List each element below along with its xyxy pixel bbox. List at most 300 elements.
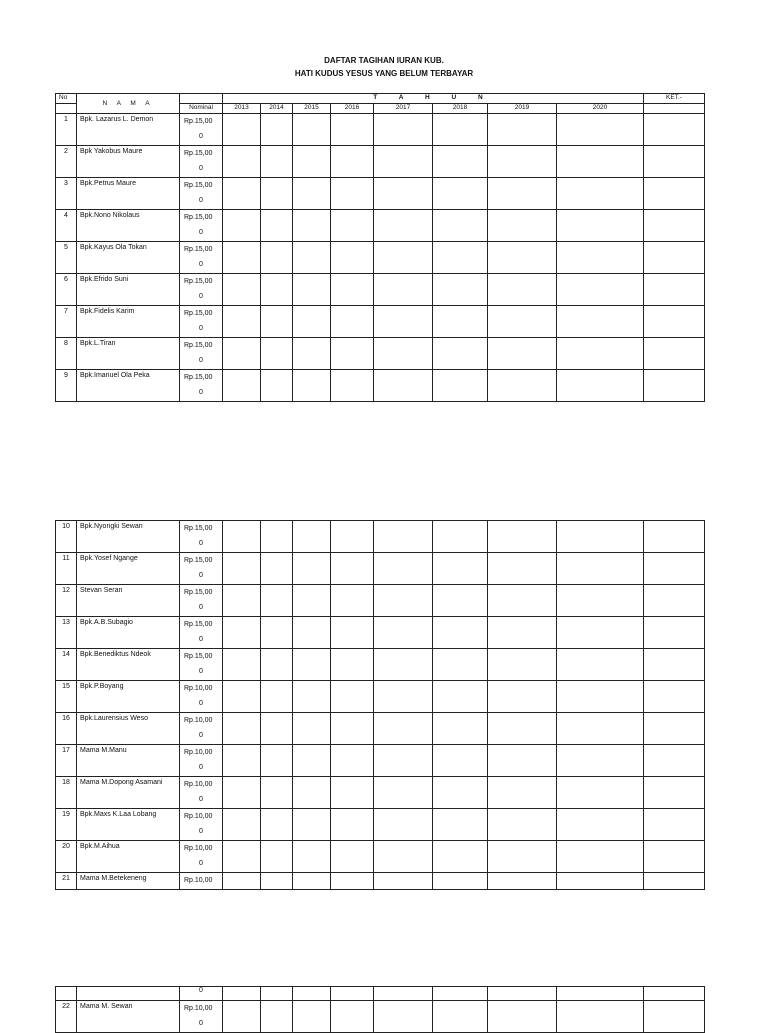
row-nominal [180, 681, 223, 713]
year-cell [374, 338, 433, 370]
year-cell [433, 713, 488, 745]
row-nominal-remainder: 0 [199, 828, 203, 835]
year-cell [261, 649, 293, 681]
year-cell [293, 841, 331, 873]
ket-cell [644, 178, 705, 210]
row-nominal-remainder: 0 [199, 133, 203, 140]
row-number: 7 [56, 306, 77, 338]
year-cell [261, 745, 293, 777]
year-cell [223, 306, 261, 338]
ket-cell [644, 745, 705, 777]
row-nominal [180, 873, 223, 890]
year-cell [557, 274, 644, 306]
year-cell [557, 1001, 644, 1033]
year-cell [374, 681, 433, 713]
row-nominal [180, 617, 223, 649]
year-cell [488, 745, 557, 777]
cont-cell [374, 987, 433, 1001]
year-cell [488, 1001, 557, 1033]
ket-cell [644, 370, 705, 402]
year-cell [433, 370, 488, 402]
row-name: Bpk.Benediktus Ndeok [77, 649, 180, 681]
header-nama: N A M A [77, 94, 180, 114]
year-cell [488, 585, 557, 617]
year-cell [261, 521, 293, 553]
year-cell [433, 841, 488, 873]
year-cell [557, 617, 644, 649]
year-cell [488, 370, 557, 402]
year-cell [488, 681, 557, 713]
year-cell [223, 649, 261, 681]
year-cell [557, 681, 644, 713]
row-nominal-amount: Rp.15,00 [184, 621, 213, 628]
row-nominal [180, 745, 223, 777]
row-nominal [180, 777, 223, 809]
row-number: 14 [56, 649, 77, 681]
row-nominal-remainder: 0 [199, 572, 203, 579]
year-cell [433, 681, 488, 713]
year-cell [374, 553, 433, 585]
year-cell [433, 242, 488, 274]
header-row-top [56, 94, 705, 104]
row-nominal-amount: Rp.15,00 [184, 118, 213, 125]
cont-cell [488, 987, 557, 1001]
year-cell [223, 210, 261, 242]
year-cell [261, 617, 293, 649]
table-row [56, 713, 705, 745]
year-cell [374, 146, 433, 178]
row-number: 2 [56, 146, 77, 178]
year-cell [433, 178, 488, 210]
year-cell [293, 745, 331, 777]
header-blank [180, 94, 223, 104]
table-row [56, 777, 705, 809]
row-nominal-remainder: 0 [199, 668, 203, 675]
year-cell [223, 553, 261, 585]
year-cell [557, 178, 644, 210]
ket-cell [644, 146, 705, 178]
row-number: 1 [56, 114, 77, 146]
year-cell [261, 713, 293, 745]
year-cell [433, 338, 488, 370]
year-cell [433, 745, 488, 777]
ket-cell [644, 585, 705, 617]
year-cell [261, 777, 293, 809]
row-name: Bpk.Yosef Ngange [77, 553, 180, 585]
header-ket-blank [644, 104, 705, 114]
ket-cell [644, 210, 705, 242]
year-cell [433, 553, 488, 585]
row-name: Bpk.Nono Nikolaus [77, 210, 180, 242]
header-year: 2014 [261, 104, 293, 114]
year-cell [261, 274, 293, 306]
year-cell [331, 841, 374, 873]
row-nominal-remainder: 0 [199, 389, 203, 396]
row-nominal-remainder: 0 [199, 197, 203, 204]
ket-cell [644, 649, 705, 681]
year-cell [488, 777, 557, 809]
header-no: No [56, 94, 77, 104]
ket-cell [644, 1001, 705, 1033]
year-cell [488, 649, 557, 681]
year-cell [293, 681, 331, 713]
year-cell [223, 242, 261, 274]
year-cell [488, 114, 557, 146]
year-cell [261, 553, 293, 585]
year-cell [488, 873, 557, 890]
row-number: 22 [56, 1001, 77, 1033]
row-nominal-amount: Rp.15,00 [184, 525, 213, 532]
cont-cell [433, 987, 488, 1001]
year-cell [331, 146, 374, 178]
year-cell [293, 809, 331, 841]
ket-cell [644, 777, 705, 809]
year-cell [331, 242, 374, 274]
year-cell [223, 841, 261, 873]
year-cell [293, 370, 331, 402]
year-cell [331, 585, 374, 617]
row-nominal-remainder: 0 [199, 293, 203, 300]
year-cell [374, 210, 433, 242]
year-cell [433, 585, 488, 617]
year-cell [557, 242, 644, 274]
year-cell [261, 338, 293, 370]
year-cell [488, 210, 557, 242]
row-nominal [180, 210, 223, 242]
billing-table-section-1 [55, 93, 705, 402]
year-cell [223, 681, 261, 713]
row-nominal [180, 338, 223, 370]
row-nominal-remainder: 0 [199, 357, 203, 364]
year-cell [374, 585, 433, 617]
cont-nominal-remainder: 0 [180, 987, 223, 1001]
year-cell [293, 210, 331, 242]
row-name: Bpk.Imanuel Ola Peka [77, 370, 180, 402]
row-nominal [180, 585, 223, 617]
year-cell [433, 274, 488, 306]
row-name: Bpk.M.Aihua [77, 841, 180, 873]
row-name: Mama M.Dopong Asamani [77, 777, 180, 809]
row-nominal [180, 809, 223, 841]
year-cell [557, 553, 644, 585]
row-number: 21 [56, 873, 77, 890]
header-year: 2019 [488, 104, 557, 114]
year-cell [223, 521, 261, 553]
row-number: 19 [56, 809, 77, 841]
header-year: 2016 [331, 104, 374, 114]
cont-cell [644, 987, 705, 1001]
header-nominal: Nominal [180, 104, 223, 114]
row-nominal-amount: Rp.15,00 [184, 278, 213, 285]
year-cell [261, 146, 293, 178]
year-cell [331, 553, 374, 585]
row-nominal [180, 841, 223, 873]
year-cell [374, 873, 433, 890]
year-cell [488, 841, 557, 873]
row-nominal-remainder: 0 [199, 604, 203, 611]
row-nominal-amount: Rp.15,00 [184, 374, 213, 381]
row-nominal [180, 553, 223, 585]
year-cell [433, 306, 488, 338]
row-nominal [180, 649, 223, 681]
table-row [56, 210, 705, 242]
year-cell [261, 1001, 293, 1033]
year-cell [331, 617, 374, 649]
year-cell [374, 841, 433, 873]
document-title-line2: HATI KUDUS YESUS YANG BELUM TERBAYAR [294, 69, 474, 78]
ket-cell [644, 713, 705, 745]
year-cell [433, 873, 488, 890]
row-number: 9 [56, 370, 77, 402]
row-name: Mama M.Betekeneng [77, 873, 180, 890]
year-cell [331, 681, 374, 713]
row-nominal-amount: Rp.15,00 [184, 589, 213, 596]
table-row [56, 617, 705, 649]
year-cell [374, 777, 433, 809]
year-cell [223, 713, 261, 745]
year-cell [293, 338, 331, 370]
row-nominal-remainder: 0 [199, 732, 203, 739]
header-year: 2015 [293, 104, 331, 114]
row-name: Bpk.A.B.Subagio [77, 617, 180, 649]
row-name: Bpk.L.Tiran [77, 338, 180, 370]
year-cell [374, 713, 433, 745]
table-row [56, 553, 705, 585]
row-nominal-amount: Rp.15,00 [184, 342, 213, 349]
year-cell [433, 809, 488, 841]
table-row [56, 274, 705, 306]
row-number: 6 [56, 274, 77, 306]
row-nominal-remainder: 0 [199, 1020, 203, 1027]
year-cell [433, 521, 488, 553]
cont-cell [331, 987, 374, 1001]
ket-cell [644, 242, 705, 274]
year-cell [261, 114, 293, 146]
continuation-row [56, 987, 705, 1001]
year-cell [331, 370, 374, 402]
row-number: 8 [56, 338, 77, 370]
row-nominal-remainder: 0 [199, 700, 203, 707]
year-cell [223, 178, 261, 210]
row-nominal [180, 178, 223, 210]
year-cell [488, 306, 557, 338]
row-name: Bpk.Nyongki Sewan [77, 521, 180, 553]
row-name: Bpk.Fidelis Karim [77, 306, 180, 338]
year-cell [433, 649, 488, 681]
header-year: 2013 [223, 104, 261, 114]
year-cell [293, 713, 331, 745]
ket-cell [644, 521, 705, 553]
row-nominal-remainder: 0 [199, 165, 203, 172]
year-cell [223, 114, 261, 146]
row-name: Bpk. Lazarus L. Demon [77, 114, 180, 146]
year-cell [374, 649, 433, 681]
year-cell [261, 681, 293, 713]
header-ket: KET.- [644, 94, 705, 104]
row-nominal-remainder: 0 [199, 261, 203, 268]
year-cell [557, 649, 644, 681]
row-nominal-amount: Rp.15,00 [184, 653, 213, 660]
year-cell [557, 841, 644, 873]
year-cell [223, 809, 261, 841]
year-cell [331, 338, 374, 370]
year-cell [433, 617, 488, 649]
year-cell [433, 1001, 488, 1033]
row-nominal-amount: Rp.10,00 [184, 781, 213, 788]
year-cell [223, 338, 261, 370]
year-cell [223, 777, 261, 809]
row-nominal-amount: Rp.10,00 [184, 813, 213, 820]
year-cell [223, 585, 261, 617]
year-cell [261, 370, 293, 402]
year-cell [261, 809, 293, 841]
year-cell [374, 274, 433, 306]
table-row [56, 338, 705, 370]
year-cell [557, 809, 644, 841]
year-cell [433, 210, 488, 242]
billing-table-section-3 [55, 986, 705, 1033]
table-row [56, 1001, 705, 1033]
row-nominal-amount: Rp.15,00 [184, 150, 213, 157]
cont-cell [77, 987, 180, 1001]
row-nominal-amount: Rp.10,00 [184, 749, 213, 756]
year-cell [261, 178, 293, 210]
table-row [56, 681, 705, 713]
year-cell [223, 274, 261, 306]
table-row [56, 114, 705, 146]
year-cell [331, 521, 374, 553]
year-cell [557, 585, 644, 617]
row-nominal [180, 306, 223, 338]
header-year: 2017 [374, 104, 433, 114]
row-number: 20 [56, 841, 77, 873]
cont-cell [293, 987, 331, 1001]
row-name: Bpk.Maxs K.Laa Lobang [77, 809, 180, 841]
row-nominal-amount: Rp.10,00 [184, 845, 213, 852]
year-cell [374, 617, 433, 649]
row-nominal-remainder: 0 [199, 764, 203, 771]
header-year: 2018 [433, 104, 488, 114]
year-cell [374, 114, 433, 146]
year-cell [331, 306, 374, 338]
year-cell [261, 242, 293, 274]
year-cell [374, 178, 433, 210]
row-name: Bpk.Efrido Suni [77, 274, 180, 306]
row-nominal-remainder: 0 [199, 229, 203, 236]
row-nominal-remainder: 0 [199, 860, 203, 867]
year-cell [557, 146, 644, 178]
row-number: 16 [56, 713, 77, 745]
row-name: Bpk Yakobus Maure [77, 146, 180, 178]
row-number: 17 [56, 745, 77, 777]
row-nominal [180, 274, 223, 306]
year-cell [374, 521, 433, 553]
row-name: Bpk.Laurensius Weso [77, 713, 180, 745]
ket-cell [644, 681, 705, 713]
row-nominal-amount: Rp.15,00 [184, 246, 213, 253]
row-name: Stevan Seran [77, 585, 180, 617]
year-cell [261, 306, 293, 338]
year-cell [557, 713, 644, 745]
year-cell [223, 873, 261, 890]
year-cell [557, 338, 644, 370]
row-nominal-amount: Rp.10,00 [184, 717, 213, 724]
year-cell [557, 210, 644, 242]
year-cell [331, 745, 374, 777]
year-cell [557, 114, 644, 146]
year-cell [433, 777, 488, 809]
table-row [56, 370, 705, 402]
year-cell [374, 370, 433, 402]
year-cell [374, 242, 433, 274]
year-cell [557, 745, 644, 777]
year-cell [557, 370, 644, 402]
table-row [56, 521, 705, 553]
ket-cell [644, 114, 705, 146]
year-cell [293, 585, 331, 617]
year-cell [293, 274, 331, 306]
year-cell [557, 777, 644, 809]
table-row [56, 306, 705, 338]
row-number: 4 [56, 210, 77, 242]
year-cell [374, 1001, 433, 1033]
table-row [56, 146, 705, 178]
row-nominal-remainder: 0 [199, 796, 203, 803]
year-cell [223, 370, 261, 402]
year-cell [433, 146, 488, 178]
row-number: 12 [56, 585, 77, 617]
document-title-line1: DAFTAR TAGIHAN IURAN KUB. [324, 56, 444, 65]
row-number: 15 [56, 681, 77, 713]
row-number: 18 [56, 777, 77, 809]
year-cell [293, 114, 331, 146]
year-cell [557, 306, 644, 338]
year-cell [331, 649, 374, 681]
year-cell [331, 713, 374, 745]
row-number: 5 [56, 242, 77, 274]
year-cell [374, 745, 433, 777]
ket-cell [644, 617, 705, 649]
row-name: Bpk.Petrus Maure [77, 178, 180, 210]
year-cell [223, 617, 261, 649]
year-cell [488, 338, 557, 370]
year-cell [293, 649, 331, 681]
ket-cell [644, 809, 705, 841]
ket-cell [644, 338, 705, 370]
year-cell [261, 210, 293, 242]
ket-cell [644, 274, 705, 306]
cont-cell [261, 987, 293, 1001]
row-nominal-amount: Rp.10,00 [184, 685, 213, 692]
ket-cell [644, 873, 705, 890]
year-cell [293, 1001, 331, 1033]
row-name: Mama M. Sewan [77, 1001, 180, 1033]
year-cell [261, 585, 293, 617]
year-cell [488, 178, 557, 210]
year-cell [331, 114, 374, 146]
year-cell [488, 553, 557, 585]
row-number: 10 [56, 521, 77, 553]
row-number: 11 [56, 553, 77, 585]
row-nominal [180, 1001, 223, 1033]
table-row [56, 745, 705, 777]
year-cell [293, 777, 331, 809]
row-nominal-amount: Rp.15,00 [184, 214, 213, 221]
row-name: Bpk.P.Boyang [77, 681, 180, 713]
year-cell [223, 1001, 261, 1033]
header-no-blank [56, 104, 77, 114]
ket-cell [644, 553, 705, 585]
